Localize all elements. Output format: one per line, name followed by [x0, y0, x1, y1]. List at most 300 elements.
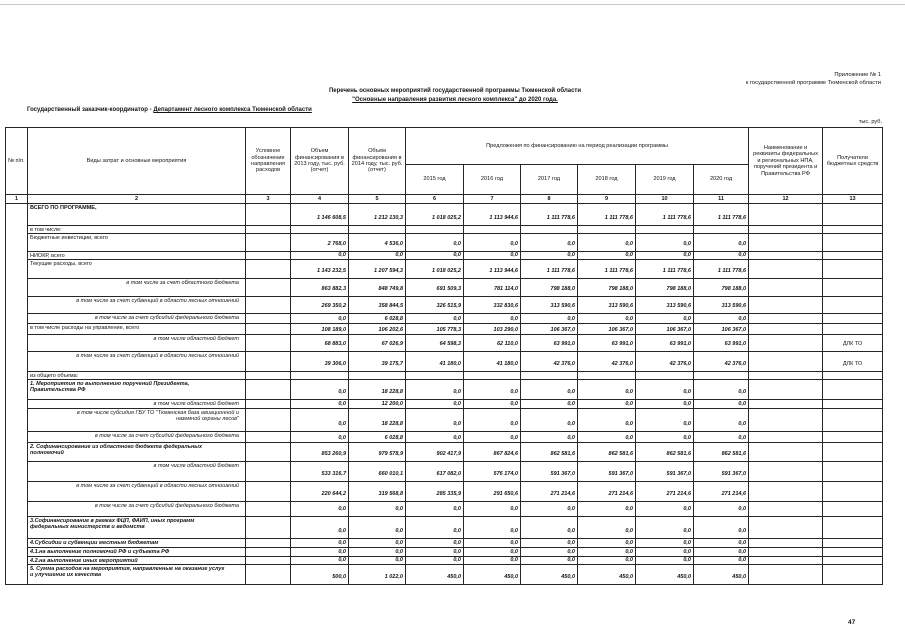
- row-label-cell: [28, 204, 246, 226]
- value-cell: 319 568,8: [349, 482, 406, 502]
- value-cell: 0,0: [578, 432, 636, 443]
- recipient-cell: [823, 226, 883, 234]
- row-label: 1. Мероприятия по выполнению поручений Президента, Правительства РФ: [30, 381, 190, 393]
- table-body: [6, 204, 883, 585]
- table-row: [6, 482, 883, 502]
- header-name: Виды затрат и основные мероприятия: [28, 128, 246, 195]
- row-label-cell: [28, 548, 246, 557]
- value-cell: 862 581,6: [521, 443, 578, 462]
- code-cell: [246, 279, 291, 297]
- value-cell: 0,0: [694, 409, 749, 432]
- value-cell: 0,0: [464, 380, 521, 400]
- value-cell: 0,0: [521, 234, 578, 252]
- row-label-cell: [28, 557, 246, 565]
- value-cell: 63 991,0: [578, 335, 636, 352]
- table-row: [6, 462, 883, 482]
- value-cell: 0,0: [521, 517, 578, 539]
- value-cell: 450,0: [464, 565, 521, 585]
- recipient-cell: [823, 482, 883, 502]
- npa-cell: [749, 409, 823, 432]
- recipient-cell: [823, 279, 883, 297]
- value-cell: 0,0: [694, 502, 749, 517]
- value-cell: 862 581,6: [578, 443, 636, 462]
- value-cell: 867 824,6: [464, 443, 521, 462]
- value-cell: 798 188,0: [694, 279, 749, 297]
- value-cell: 1 111 778,6: [521, 260, 578, 279]
- header-volume-2013: Объем финансирования в 2013 году, тыс. руб. (отчет): [291, 128, 349, 195]
- value-cell: 64 598,3: [406, 335, 464, 352]
- table-row: [6, 324, 883, 335]
- recipient-cell: [823, 260, 883, 279]
- npa-cell: [749, 324, 823, 335]
- value-cell: 0,0: [578, 252, 636, 260]
- value-cell: 0,0: [349, 548, 406, 557]
- value-cell: 0,0: [694, 539, 749, 548]
- value-cell: 63 991,0: [521, 335, 578, 352]
- value-cell: 41 180,0: [406, 352, 464, 372]
- value-cell: 42 376,0: [578, 352, 636, 372]
- value-cell: 0,0: [464, 432, 521, 443]
- value-cell: 0,0: [464, 252, 521, 260]
- npa-cell: [749, 279, 823, 297]
- value-cell: 41 180,0: [464, 352, 521, 372]
- npa-cell: [749, 372, 823, 380]
- value-cell: 863 882,3: [291, 279, 349, 297]
- value-cell: 358 844,5: [349, 297, 406, 314]
- value-cell: 0,0: [694, 517, 749, 539]
- recipient-cell: ДЛК ТО: [823, 352, 883, 372]
- value-cell: 0,0: [578, 517, 636, 539]
- customer-line: [27, 107, 312, 114]
- code-cell: [246, 252, 291, 260]
- row-label: 4.Субсидии и субвенции местным бюджетам: [30, 540, 159, 546]
- row-label: в том числе за счет субсидий федерального бюджета: [94, 503, 239, 509]
- header-num: № п/п.: [6, 128, 28, 195]
- value-cell: 313 590,6: [521, 297, 578, 314]
- header-volume-2014: Объем финансирования в 2014 году, тыс. руб. (отчет): [349, 128, 406, 195]
- value-cell: 576 174,0: [464, 462, 521, 482]
- row-label-cell: [28, 409, 246, 432]
- code-cell: [246, 482, 291, 502]
- recipient-cell: [823, 372, 883, 380]
- value-cell: 1 212 130,3: [349, 204, 406, 226]
- table-row: [6, 380, 883, 400]
- value-cell: 6 028,8: [349, 432, 406, 443]
- column-number: 6: [406, 195, 464, 204]
- row-label-cell: [28, 539, 246, 548]
- npa-cell: [749, 462, 823, 482]
- value-cell: [291, 226, 349, 234]
- row-label: в том числе субсидия ГБУ ТО "Тюменская база авиационной и наземной охраны лесов": [76, 410, 239, 422]
- row-label: в том числе за счет субсидий федерального бюджета: [94, 433, 239, 439]
- row-label: ВСЕГО ПО ПРОГРАММЕ,: [30, 205, 97, 211]
- value-cell: 450,0: [694, 565, 749, 585]
- row-label-cell: [28, 517, 246, 539]
- value-cell: 0,0: [578, 539, 636, 548]
- value-cell: 0,0: [521, 502, 578, 517]
- value-cell: 500,0: [291, 565, 349, 585]
- table-row: [6, 432, 883, 443]
- code-cell: [246, 297, 291, 314]
- value-cell: 0,0: [578, 557, 636, 565]
- value-cell: 0,0: [636, 502, 694, 517]
- value-cell: 0,0: [406, 502, 464, 517]
- value-cell: 798 188,0: [636, 279, 694, 297]
- value-cell: 0,0: [636, 400, 694, 409]
- table-row: [6, 502, 883, 517]
- npa-cell: [749, 548, 823, 557]
- row-label-cell: [28, 260, 246, 279]
- value-cell: 63 991,0: [694, 335, 749, 352]
- value-cell: 0,0: [291, 539, 349, 548]
- value-cell: 0,0: [578, 380, 636, 400]
- value-cell: 1 111 778,6: [578, 204, 636, 226]
- value-cell: [636, 372, 694, 380]
- value-cell: 0,0: [464, 502, 521, 517]
- value-cell: 0,0: [406, 432, 464, 443]
- value-cell: 106 202,6: [349, 324, 406, 335]
- code-cell: [246, 226, 291, 234]
- value-cell: [521, 372, 578, 380]
- value-cell: 0,0: [291, 502, 349, 517]
- code-cell: [246, 324, 291, 335]
- recipient-cell: [823, 252, 883, 260]
- value-cell: 106 367,0: [636, 324, 694, 335]
- value-cell: 0,0: [349, 539, 406, 548]
- value-cell: 798 188,0: [521, 279, 578, 297]
- code-cell: [246, 260, 291, 279]
- value-cell: [406, 372, 464, 380]
- value-cell: 1 111 778,6: [521, 204, 578, 226]
- value-cell: 0,0: [694, 252, 749, 260]
- recipient-cell: [823, 548, 883, 557]
- value-cell: 42 376,0: [521, 352, 578, 372]
- row-label: Текущие расходы, всего: [30, 261, 92, 267]
- value-cell: 0,0: [464, 409, 521, 432]
- column-number: 8: [521, 195, 578, 204]
- row-label-cell: [28, 372, 246, 380]
- header-code: Условное обозначение направления расходов: [246, 128, 291, 195]
- row-label: НИОКР, всего: [30, 253, 65, 259]
- column-number: 7: [464, 195, 521, 204]
- value-cell: 0,0: [521, 252, 578, 260]
- value-cell: 313 590,6: [694, 297, 749, 314]
- value-cell: 1 111 778,6: [578, 260, 636, 279]
- recipient-cell: [823, 297, 883, 314]
- value-cell: 332 830,6: [464, 297, 521, 314]
- row-label-cell: [28, 279, 246, 297]
- npa-cell: [749, 557, 823, 565]
- table-row: [6, 314, 883, 324]
- recipient-cell: [823, 557, 883, 565]
- row-label: в том числе расходы на управление, всего: [30, 325, 140, 331]
- header-row: [6, 128, 883, 165]
- recipient-cell: [823, 502, 883, 517]
- recipient-cell: [823, 400, 883, 409]
- value-cell: 0,0: [464, 400, 521, 409]
- value-cell: 271 214,6: [521, 482, 578, 502]
- value-cell: 1 113 944,6: [464, 260, 521, 279]
- value-cell: 271 214,6: [694, 482, 749, 502]
- value-cell: 0,0: [521, 380, 578, 400]
- value-cell: 0,0: [636, 252, 694, 260]
- npa-cell: [749, 260, 823, 279]
- npa-cell: [749, 352, 823, 372]
- value-cell: 0,0: [521, 539, 578, 548]
- row-label: в том числе за счет субвенций в области лесных отношений: [76, 353, 239, 359]
- column-numbers-row: [6, 195, 883, 204]
- table-row: [6, 539, 883, 548]
- column-number: 4: [291, 195, 349, 204]
- value-cell: 781 114,0: [464, 279, 521, 297]
- recipient-cell: [823, 443, 883, 462]
- value-cell: 106 367,0: [694, 324, 749, 335]
- value-cell: 106 367,0: [521, 324, 578, 335]
- unit-label: тыс. руб.: [858, 119, 882, 125]
- value-cell: 0,0: [636, 380, 694, 400]
- value-cell: 326 515,9: [406, 297, 464, 314]
- row-label: в том числе:: [30, 227, 62, 233]
- row-label-cell: [28, 432, 246, 443]
- header-year: 2015 год: [406, 165, 464, 195]
- value-cell: [406, 226, 464, 234]
- value-cell: [464, 226, 521, 234]
- value-cell: 0,0: [406, 548, 464, 557]
- value-cell: [694, 226, 749, 234]
- row-label: 4.1.на выполнение полномочий РФ и субъекта РФ: [30, 549, 170, 555]
- code-cell: [246, 314, 291, 324]
- row-label: в том числе областной бюджет: [153, 401, 239, 407]
- value-cell: [349, 226, 406, 234]
- header-year: 2016 год: [464, 165, 521, 195]
- npa-cell: [749, 335, 823, 352]
- value-cell: 0,0: [464, 557, 521, 565]
- value-cell: 798 188,0: [578, 279, 636, 297]
- value-cell: 591 367,0: [578, 462, 636, 482]
- value-cell: 450,0: [521, 565, 578, 585]
- value-cell: 12 200,0: [349, 400, 406, 409]
- value-cell: 0,0: [636, 409, 694, 432]
- value-cell: 0,0: [521, 548, 578, 557]
- value-cell: [578, 372, 636, 380]
- code-cell: [246, 565, 291, 585]
- program-name: [255, 97, 655, 104]
- row-label-cell: [28, 252, 246, 260]
- value-cell: 108 189,0: [291, 324, 349, 335]
- code-cell: [246, 234, 291, 252]
- row-label-cell: [28, 482, 246, 502]
- code-cell: [246, 432, 291, 443]
- value-cell: 68 883,0: [291, 335, 349, 352]
- value-cell: 0,0: [636, 557, 694, 565]
- column-number: 12: [749, 195, 823, 204]
- value-cell: 862 581,6: [636, 443, 694, 462]
- table-row: [6, 260, 883, 279]
- code-cell: [246, 400, 291, 409]
- recipient-cell: [823, 234, 883, 252]
- value-cell: 0,0: [578, 409, 636, 432]
- code-cell: [246, 380, 291, 400]
- value-cell: 660 010,1: [349, 462, 406, 482]
- value-cell: 0,0: [291, 314, 349, 324]
- value-cell: 0,0: [694, 380, 749, 400]
- value-cell: 285 335,9: [406, 482, 464, 502]
- value-cell: 6 028,8: [349, 314, 406, 324]
- column-number: 9: [578, 195, 636, 204]
- row-label: 2. Софинансирование из областного бюджета федеральных полномочий: [30, 444, 203, 456]
- recipient-cell: [823, 409, 883, 432]
- value-cell: 42 376,0: [636, 352, 694, 372]
- row-label-cell: [28, 565, 246, 585]
- table-row: [6, 279, 883, 297]
- value-cell: 0,0: [636, 234, 694, 252]
- code-cell: [246, 557, 291, 565]
- recipient-cell: [823, 462, 883, 482]
- code-cell: [246, 352, 291, 372]
- npa-cell: [749, 517, 823, 539]
- npa-cell: [749, 565, 823, 585]
- value-cell: 591 367,0: [636, 462, 694, 482]
- value-cell: 0,0: [521, 314, 578, 324]
- value-cell: 450,0: [406, 565, 464, 585]
- value-cell: 18 228,8: [349, 409, 406, 432]
- table-row: [6, 548, 883, 557]
- value-cell: 0,0: [694, 400, 749, 409]
- scan-edge-line: [0, 4, 905, 5]
- recipient-cell: [823, 432, 883, 443]
- table-row: [6, 409, 883, 432]
- row-label: в том числе за счет субвенций в области лесных отношений: [76, 298, 239, 304]
- value-cell: 0,0: [406, 557, 464, 565]
- recipient-cell: [823, 380, 883, 400]
- table-row: [6, 297, 883, 314]
- value-cell: 63 991,0: [636, 335, 694, 352]
- value-cell: 291 650,6: [464, 482, 521, 502]
- npa-cell: [749, 432, 823, 443]
- value-cell: 591 367,0: [694, 462, 749, 482]
- value-cell: 0,0: [521, 409, 578, 432]
- value-cell: 1 113 944,6: [464, 204, 521, 226]
- value-cell: 0,0: [694, 548, 749, 557]
- value-cell: 313 590,6: [636, 297, 694, 314]
- table-row: [6, 565, 883, 585]
- value-cell: 0,0: [464, 517, 521, 539]
- appendix-line-1: Приложение № 1: [834, 72, 881, 78]
- value-cell: 42 376,0: [694, 352, 749, 372]
- code-cell: [246, 539, 291, 548]
- value-cell: [291, 372, 349, 380]
- npa-cell: [749, 252, 823, 260]
- column-number: 3: [246, 195, 291, 204]
- value-cell: 1 022,0: [349, 565, 406, 585]
- npa-cell: [749, 539, 823, 548]
- value-cell: 0,0: [521, 557, 578, 565]
- recipient-cell: [823, 517, 883, 539]
- value-cell: 0,0: [291, 409, 349, 432]
- value-cell: 617 082,0: [406, 462, 464, 482]
- header-year: 2018 год: [578, 165, 636, 195]
- row-label: из общего объема:: [30, 373, 79, 379]
- value-cell: 0,0: [636, 432, 694, 443]
- value-cell: 979 578,9: [349, 443, 406, 462]
- code-cell: [246, 204, 291, 226]
- table-row: [6, 400, 883, 409]
- row-label-cell: [28, 443, 246, 462]
- value-cell: 0,0: [349, 517, 406, 539]
- value-cell: 62 110,0: [464, 335, 521, 352]
- value-cell: 0,0: [636, 314, 694, 324]
- npa-cell: [749, 204, 823, 226]
- column-number: 5: [349, 195, 406, 204]
- value-cell: 0,0: [578, 234, 636, 252]
- row-label-cell: [28, 400, 246, 409]
- code-cell: [246, 462, 291, 482]
- code-cell: [246, 409, 291, 432]
- row-label-cell: [28, 226, 246, 234]
- row-label-cell: [28, 234, 246, 252]
- value-cell: 0,0: [291, 432, 349, 443]
- row-label-cell: [28, 297, 246, 314]
- row-label-cell: [28, 352, 246, 372]
- row-label-cell: [28, 462, 246, 482]
- value-cell: 67 026,9: [349, 335, 406, 352]
- value-cell: [521, 226, 578, 234]
- value-cell: 0,0: [406, 380, 464, 400]
- row-label: в том числе за счет субсидий федерального бюджета: [94, 315, 239, 321]
- value-cell: 220 644,2: [291, 482, 349, 502]
- customer-name: Департамент лесного комплекса Тюменской области: [153, 107, 312, 113]
- npa-cell: [749, 314, 823, 324]
- value-cell: 0,0: [636, 539, 694, 548]
- value-cell: 0,0: [578, 502, 636, 517]
- code-cell: [246, 443, 291, 462]
- value-cell: 450,0: [636, 565, 694, 585]
- header-year: 2019 год: [636, 165, 694, 195]
- value-cell: 0,0: [291, 557, 349, 565]
- npa-cell: [749, 297, 823, 314]
- value-cell: [694, 372, 749, 380]
- table-row: [6, 557, 883, 565]
- value-cell: [464, 372, 521, 380]
- value-cell: 450,0: [578, 565, 636, 585]
- recipient-cell: [823, 539, 883, 548]
- header-proposals: Предложения по финансированию на период реализации программы: [406, 128, 749, 165]
- value-cell: 39 175,7: [349, 352, 406, 372]
- column-number: 10: [636, 195, 694, 204]
- value-cell: 0,0: [291, 548, 349, 557]
- value-cell: 0,0: [694, 557, 749, 565]
- table-row: [6, 252, 883, 260]
- recipient-cell: [823, 565, 883, 585]
- value-cell: [349, 372, 406, 380]
- measures-table: [5, 127, 883, 585]
- table-row: [6, 204, 883, 226]
- customer-prefix: Государственный заказчик-координатор -: [27, 107, 154, 113]
- table-row: [6, 517, 883, 539]
- value-cell: 0,0: [464, 314, 521, 324]
- row-label: в том числе областной бюджет: [153, 463, 239, 469]
- value-cell: 853 260,9: [291, 443, 349, 462]
- value-cell: 0,0: [406, 234, 464, 252]
- row-label-cell: [28, 324, 246, 335]
- value-cell: 0,0: [694, 314, 749, 324]
- npa-cell: [749, 234, 823, 252]
- npa-cell: [749, 226, 823, 234]
- value-cell: 0,0: [636, 548, 694, 557]
- value-cell: 0,0: [694, 234, 749, 252]
- code-cell: [246, 517, 291, 539]
- header-year: 2020 год: [694, 165, 749, 195]
